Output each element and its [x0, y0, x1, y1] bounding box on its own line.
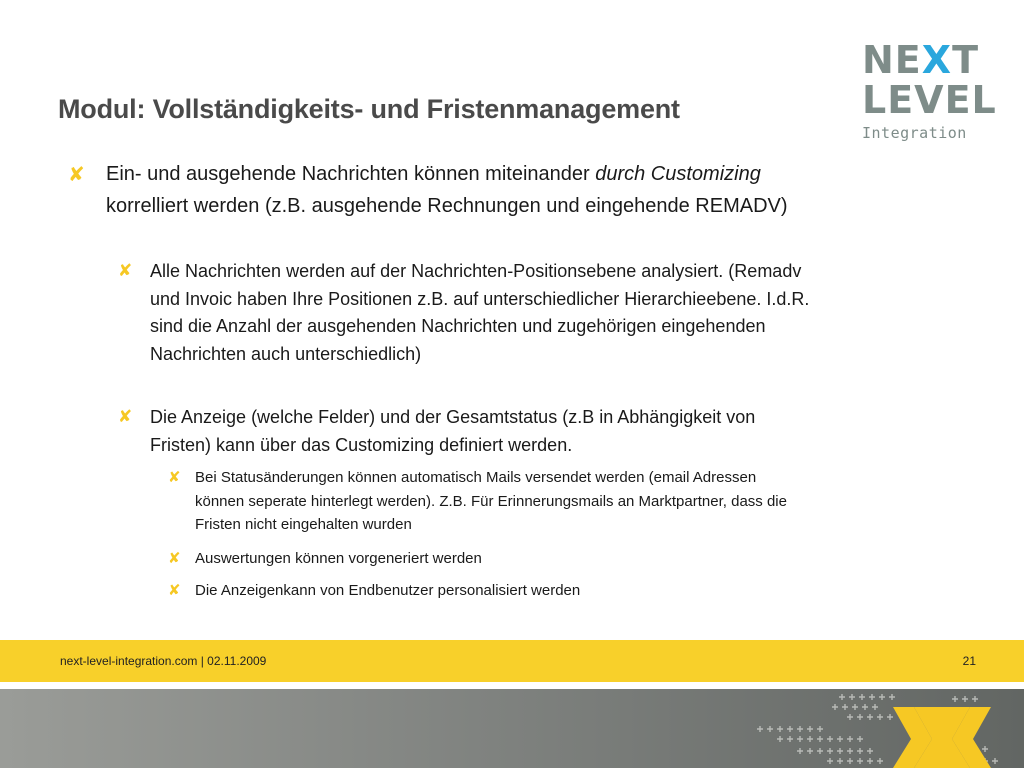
logo-next-x: X — [921, 38, 953, 82]
bullet-text: Bei Statusänderungen können automatisch Mails versendet werden (email Adressen können seperate hinterlegt werden). Z.B. Für Erinnerungsmails an Marktpartner, dass die Fristen nicht eingehalten wurden — [195, 469, 787, 533]
bottom-band — [0, 689, 1024, 768]
bullet-text-part: Ein- und ausgehende Nachrichten können miteinander — [106, 163, 596, 185]
bullet-x-icon: ✘ — [118, 407, 133, 427]
bullet-text: Die Anzeigenkann von Endbenutzer personalisiert werden — [195, 582, 581, 599]
page-number: 21 — [962, 654, 976, 668]
footer-url-date: next-level-integration.com | 02.11.2009 — [60, 654, 267, 668]
bullet-x-icon: ✘ — [68, 162, 85, 186]
bullet-text: Alle Nachrichten werden auf der Nachrichten-Positionsebene analysiert. (Remadv und Invoic haben Ihre Positionen z.B. auf unterschiedlicher Hierarchieebene. I.d.R. sind die Anzahl der ausgehenden Nachrichten und zugehörigen eingehenden Nachrichten auch unterschiedlich) — [150, 261, 810, 364]
bullet-text-emphasis: durch Customizing — [595, 163, 761, 185]
footer-bar — [0, 640, 1024, 682]
bullet-text: Die Anzeige (welche Felder) und der Gesamtstatus (z.B in Abhängigkeit von Fristen) kann über das Customizing definiert werden. — [150, 407, 756, 455]
bullet-x-icon: ✘ — [168, 468, 181, 486]
footer-divider — [0, 682, 1024, 689]
bullet-x-icon: ✘ — [168, 549, 181, 567]
bullet-text — [106, 158, 798, 222]
logo-next-ne: NE — [862, 38, 922, 82]
logo-line-integration: Integration — [862, 124, 967, 142]
page-title: Modul: Vollständigkeits- und Fristenmanagement — [58, 94, 680, 124]
plus-pattern-icon — [0, 689, 1024, 768]
bullet-text-part: korrelliert werden (z.B. ausgehende Rechnungen und eingehende REMADV) — [106, 195, 788, 217]
logo-next-t: T — [952, 38, 979, 82]
bullet-x-icon: ✘ — [168, 581, 181, 599]
bullet-text: Auswertungen können vorgeneriert werden — [195, 550, 482, 567]
bullet-x-icon: ✘ — [118, 261, 133, 281]
next-level-x-icon — [893, 707, 991, 768]
logo-line-level: LEVEL — [862, 78, 997, 122]
